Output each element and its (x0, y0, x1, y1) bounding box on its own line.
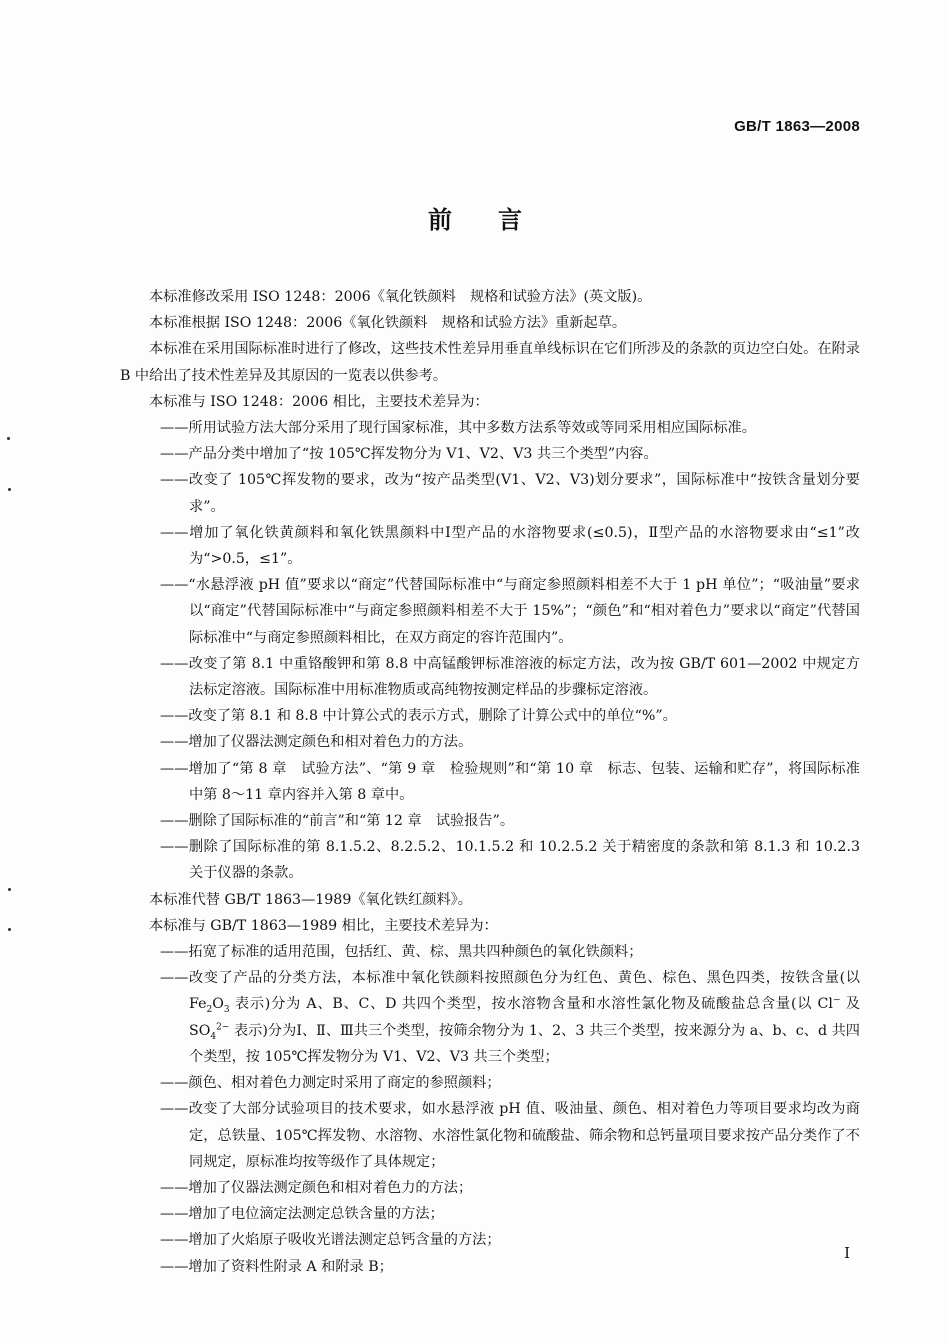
iso-difference-item: ——改变了 105℃挥发物的要求，改为“按产品类型(V1、V2、V3)划分要求”，国际标准中“按铁含量划分要求”。 (160, 472, 860, 515)
scan-speck (8, 928, 11, 931)
iso-difference-item: ——删除了国际标准的第 8.1.5.2、8.2.5.2、10.1.5.2 和 10.2.5.2 关于精密度的条款和第 8.1.3 和 10.2.3 关于仪器的条款。 (160, 839, 860, 882)
page-number: I (844, 1244, 850, 1262)
paragraph-adoption: 本标准修改采用 ISO 1248：2006《氧化铁颜料 规格和试验方法》(英文版)。 (149, 289, 652, 305)
gb-difference-item: ——改变了大部分试验项目的技术要求，如水悬浮液 pH 值、吸油量、颜色、相对着色力等项目要求均改为商定，总铁量、105℃挥发物、水溶物、水溶性氯化物和硫酸盐、筛余物和总钙量项目要求按产品分类作了不同规定，原标准均按等级作了具体规定； (160, 1101, 860, 1170)
title-char-2: 言 (498, 206, 522, 234)
iso-difference-item: ——增加了仪器法测定颜色和相对着色力的方法。 (160, 734, 473, 751)
paragraph-drafting-basis: 本标准根据 ISO 1248：2006《氧化铁颜料 规格和试验方法》重新起草。 (149, 315, 627, 332)
gb-difference-item: ——增加了电位滴定法测定总铁含量的方法； (160, 1206, 444, 1223)
paragraph-modification-note: 本标准在采用国际标准时进行了修改，这些技术性差异用垂直单线标识在它们所涉及的条款的页边空白处。在附录 B 中给出了技术性差异及其原因的一览表以供参考。 (120, 341, 860, 384)
iso-difference-item: ——改变了第 8.1 中重铬酸钾和第 8.8 中高锰酸钾标准溶液的标定方法，改为按 GB/T 601—2002 中规定方法标定溶液。国际标准中用标准物质或高纯物按测定样品的步骤标定溶液。 (160, 655, 860, 699)
gb-difference-item-classification: ——改变了产品的分类方法，本标准中氧化铁颜料按照颜色分为红色、黄色、棕色、黑色四类，按铁含量(以 $Fe_2O_3$ 表示)分为 A、B、C、D 共四个类型，按水溶物含量和水溶性氯化物及硫酸盐总含量(以 Cl− 及 $SO_4^{2-}$ 表示)分为Ⅰ、Ⅱ、Ⅲ共三个类型，按筛余物分为 1、2、3 共三个类型，按来源分为 a、b、c、d 共四个类型，按 105℃挥发物分为 V1、V2、V3 共三个类型； (160, 970, 860, 1065)
iso-difference-item: ——“水悬浮液 pH 值”要求以“商定”代替国际标准中“与商定参照颜料相差不大于 1 pH 单位”；“吸油量”要求以“商定”代替国际标准中“与商定参照颜料相差不大于 15%”；“颜色”和“相对着色力”要求以“商定”代替国际标准中“与商定参照颜料相比，在双方商定的容许范围内”。 (160, 577, 860, 646)
gb-difference-item: ——增加了资料性附录 A 和附录 B； (160, 1258, 393, 1275)
gb-difference-item: ——增加了火焰原子吸收光谱法测定总钙含量的方法； (160, 1232, 501, 1249)
foreword-body (120, 284, 860, 1280)
scan-speck (7, 437, 10, 440)
gb-difference-item: ——增加了仪器法测定颜色和相对着色力的方法； (160, 1179, 473, 1196)
paragraph-iso-comparison: 本标准与 ISO 1248：2006 相比，主要技术差异为： (149, 393, 489, 410)
iso-difference-item: ——删除了国际标准的“前言”和“第 12 章 试验报告”。 (160, 813, 515, 830)
iso-difference-item: ——改变了第 8.1 和 8.8 中计算公式的表示方式，删除了计算公式中的单位“%”。 (160, 708, 677, 725)
iso-difference-item: ——增加了氧化铁黄颜料和氧化铁黑颜料中Ⅰ型产品的水溶物要求(≤0.5)，Ⅱ型产品的水溶物要求由“≤1”改为“>0.5，≤1”。 (160, 524, 860, 568)
iso-difference-item: ——所用试验方法大部分采用了现行国家标准，其中多数方法系等效或等同采用相应国际标准。 (160, 420, 756, 437)
page-title (0, 200, 950, 235)
scan-speck (8, 488, 11, 491)
iso-difference-item: ——产品分类中增加了“按 105℃挥发物分为 V1、V2、V3 共三个类型”内容。 (160, 446, 658, 463)
iso-difference-item: ——增加了“第 8 章 试验方法”、“第 9 章 检验规则”和“第 10 章 标志、包装、运输和贮存”，将国际标准中第 8～11 章内容并入第 8 章中。 (160, 760, 860, 803)
title-char-1: 前 (428, 206, 452, 234)
gb-difference-item: ——拓宽了标准的适用范围，包括红、黄、棕、黑共四种颜色的氧化铁颜料； (160, 944, 643, 961)
scan-speck (8, 888, 11, 891)
standard-code-header: GB/T 1863—2008 (734, 118, 860, 135)
paragraph-gb-comparison: 本标准与 GB/T 1863—1989 相比，主要技术差异为： (149, 917, 498, 934)
gb-difference-item: ——颜色、相对着色力测定时采用了商定的参照颜料； (160, 1075, 501, 1092)
paragraph-replaces: 本标准代替 GB/T 1863—1989《氧化铁红颜料》。 (149, 891, 472, 908)
